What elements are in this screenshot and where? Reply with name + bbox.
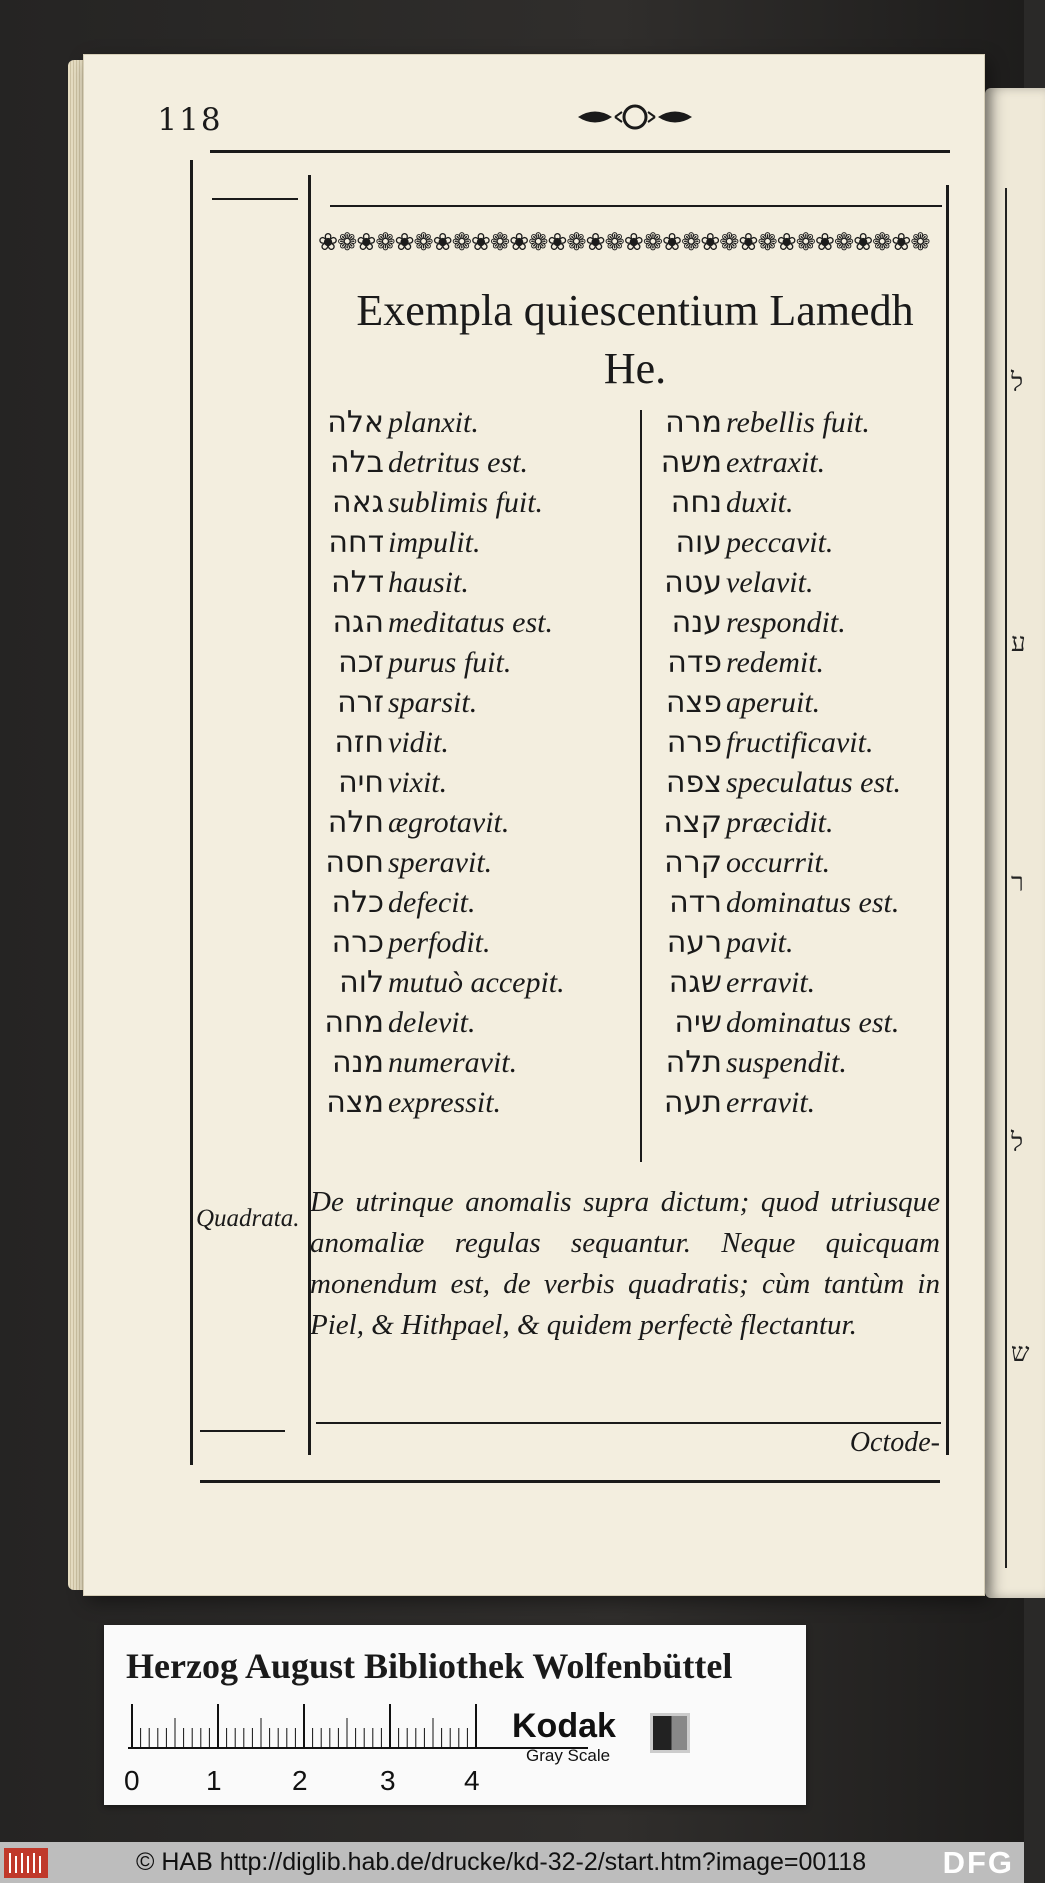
hebrew-word: ענה — [671, 605, 722, 640]
text-bottom-rule — [316, 1422, 941, 1424]
latin-gloss: respondit. — [726, 606, 846, 639]
hebrew-word: שיה — [674, 1005, 722, 1040]
hebrew-word: רדה — [669, 885, 722, 920]
latin-gloss: duxit. — [726, 486, 794, 519]
latin-gloss: purus fuit. — [388, 646, 512, 679]
latin-gloss: hausit. — [388, 566, 469, 599]
latin-gloss: peccavit. — [726, 526, 834, 559]
margin-note: Quadrata. — [196, 1205, 300, 1232]
latin-gloss: dominatus est. — [726, 1006, 900, 1039]
word-entry — [314, 403, 644, 443]
floral-ornament-band-icon: ❀❁❀❁❀❁❀❁❀❁❀❁❀❁❀❁❀❁❀❁❀❁❀❁❀❁❀❁❀❁❀❁ — [318, 228, 930, 256]
word-entry — [314, 483, 644, 523]
color-target-card — [104, 1625, 806, 1805]
left-word-column — [314, 403, 644, 1123]
latin-gloss: impulit. — [388, 526, 481, 559]
latin-gloss: fructificavit. — [726, 726, 874, 759]
word-entry — [652, 403, 982, 443]
hebrew-word: לוה — [339, 965, 384, 1000]
word-entry — [314, 683, 644, 723]
hebrew-word: פצה — [665, 685, 722, 720]
kodak-brand: Kodak — [512, 1707, 616, 1745]
dfg-logo: DFG — [942, 1845, 1014, 1880]
head-ornament-icon — [570, 100, 700, 134]
ruler-number: 3 — [380, 1765, 396, 1796]
hebrew-word: אלה — [327, 405, 384, 440]
hebrew-word: פרה — [666, 725, 722, 760]
hebrew-word: שגה — [668, 965, 722, 1000]
latin-gloss: rebellis fuit. — [726, 406, 870, 439]
word-entry — [314, 563, 644, 603]
column-divider — [640, 410, 642, 1162]
latin-gloss: pavit. — [726, 926, 794, 959]
word-entry — [652, 723, 982, 763]
word-entry — [652, 1003, 982, 1043]
page-number: 118 — [157, 102, 223, 138]
latin-gloss: planxit. — [388, 406, 479, 439]
latin-gloss: occurrit. — [726, 846, 831, 879]
latin-gloss: ægrotavit. — [388, 806, 510, 839]
hebrew-word: הגה — [332, 605, 384, 640]
word-entry — [314, 1043, 644, 1083]
hebrew-word: קצה — [663, 805, 722, 840]
word-entry — [314, 1003, 644, 1043]
hebrew-word: כרה — [331, 925, 384, 960]
margin-bottom-rule — [200, 1430, 285, 1432]
latin-gloss: extraxit. — [726, 446, 826, 479]
hebrew-word: נחה — [670, 485, 722, 520]
hebrew-word: תלה — [665, 1045, 722, 1080]
right-word-column — [652, 403, 982, 1123]
word-entry — [652, 443, 982, 483]
latin-gloss: erravit. — [726, 1086, 816, 1119]
latin-gloss: redemit. — [726, 646, 825, 679]
latin-gloss: mutuò accepit. — [388, 966, 565, 999]
word-entry — [314, 643, 644, 683]
gray-chip-icon — [650, 1713, 690, 1753]
hebrew-word: חיה — [338, 765, 384, 800]
hebrew-word: דחה — [328, 525, 384, 560]
hebrew-word: משה — [660, 445, 722, 480]
target-title: Herzog August Bibliothek Wolfenbüttel — [126, 1646, 733, 1686]
bottom-frame-rule — [200, 1480, 940, 1483]
word-entry — [652, 643, 982, 683]
hebrew-word: מנה — [332, 1045, 384, 1080]
hebrew-word: חסה — [325, 845, 384, 880]
word-entry — [314, 843, 644, 883]
word-entry — [314, 1083, 644, 1123]
hebrew-word: גאה — [331, 485, 384, 520]
latin-gloss: erravit. — [726, 966, 816, 999]
header-rule — [330, 205, 942, 207]
hebrew-word: רעה — [666, 925, 722, 960]
latin-gloss: delevit. — [388, 1006, 476, 1039]
hebrew-word: כלה — [331, 885, 384, 920]
word-entry — [314, 603, 644, 643]
ruler-number: 2 — [292, 1765, 308, 1796]
word-entry — [652, 523, 982, 563]
facing-page-glyph: ע — [1011, 628, 1026, 658]
word-entry — [314, 723, 644, 763]
hebrew-word: בלה — [330, 445, 384, 480]
hebrew-word: זכה — [338, 645, 384, 680]
latin-gloss: suspendit. — [726, 1046, 847, 1079]
latin-gloss: sublimis fuit. — [388, 486, 544, 519]
library-logo-icon — [4, 1848, 48, 1878]
hebrew-word: מרה — [665, 405, 722, 440]
facing-page-glyph: ר — [1011, 868, 1024, 898]
latin-gloss: aperuit. — [726, 686, 821, 719]
copyright-url-text: © HAB http://diglib.hab.de/drucke/kd-32-2/start.htm?image=00118 — [136, 1848, 867, 1876]
latin-gloss: numeravit. — [388, 1046, 518, 1079]
word-entry — [652, 603, 982, 643]
ruler-number: 0 — [124, 1765, 140, 1796]
word-entry — [652, 843, 982, 883]
word-entry — [314, 443, 644, 483]
latin-gloss: dominatus est. — [726, 886, 900, 919]
hebrew-word: קרה — [664, 845, 722, 880]
word-entry — [652, 483, 982, 523]
word-entry — [652, 883, 982, 923]
hebrew-word: מצה — [326, 1085, 384, 1120]
word-entry — [652, 763, 982, 803]
word-entry — [314, 963, 644, 1003]
page-number-underline — [212, 198, 298, 200]
word-entry — [314, 883, 644, 923]
latin-gloss: sparsit. — [388, 686, 478, 719]
word-entry — [652, 803, 982, 843]
hebrew-word: חלה — [327, 805, 384, 840]
hebrew-word: תעה — [663, 1085, 722, 1120]
hebrew-word: חזה — [334, 725, 384, 760]
word-entry — [314, 923, 644, 963]
latin-gloss: velavit. — [726, 566, 814, 599]
hebrew-word: צפה — [665, 765, 722, 800]
word-entry — [652, 1043, 982, 1083]
hebrew-word: דלה — [330, 565, 384, 600]
latin-gloss: meditatus est. — [388, 606, 553, 639]
latin-gloss: speculatus est. — [726, 766, 901, 799]
latin-gloss: vixit. — [388, 766, 448, 799]
word-entry — [314, 803, 644, 843]
facing-page-rule — [1005, 188, 1007, 1568]
section-title: Exempla quiescentium Lamedh He. — [356, 286, 914, 393]
word-entry — [652, 963, 982, 1003]
word-entry — [652, 923, 982, 963]
ruler-number: 4 — [464, 1765, 480, 1796]
facing-page-glyph: ל — [1011, 1128, 1024, 1158]
catchword: Octode- — [849, 1427, 940, 1458]
footer-bar — [0, 1842, 1024, 1883]
facing-page-edge — [985, 88, 1045, 1598]
latin-gloss: perfodit. — [388, 926, 491, 959]
outer-left-rule — [190, 160, 193, 1465]
body-paragraph: De utrinque anomalis supra dictum; quod utriusque anomaliæ regulas sequantur. Neque quicquam monendum est, de verbis quadratis; cùm tantùm in Piel, & Hithpael, & quidem perfectè flectantur. — [310, 1186, 940, 1341]
hebrew-word: עטה — [664, 565, 722, 600]
word-entry — [652, 1083, 982, 1123]
ruler-number: 1 — [206, 1765, 222, 1796]
word-entry — [314, 523, 644, 563]
latin-gloss: expressit. — [388, 1086, 502, 1119]
latin-gloss: speravit. — [388, 846, 493, 879]
hebrew-word: זרה — [337, 685, 384, 720]
latin-gloss: præcidit. — [726, 806, 834, 839]
hebrew-word: מחה — [324, 1005, 384, 1040]
hebrew-word: פדה — [667, 645, 722, 680]
gray-scale-label: Gray Scale — [526, 1746, 611, 1765]
hebrew-word: עוה — [675, 525, 722, 560]
latin-gloss: detritus est. — [388, 446, 528, 479]
word-entry — [652, 683, 982, 723]
latin-gloss: vidit. — [388, 726, 449, 759]
latin-gloss: defecit. — [388, 886, 476, 919]
word-entry — [314, 763, 644, 803]
top-frame-rule — [210, 150, 950, 153]
facing-page-glyph: ש — [1011, 1338, 1030, 1368]
word-entry — [652, 563, 982, 603]
facing-page-glyph: ל — [1011, 368, 1024, 398]
